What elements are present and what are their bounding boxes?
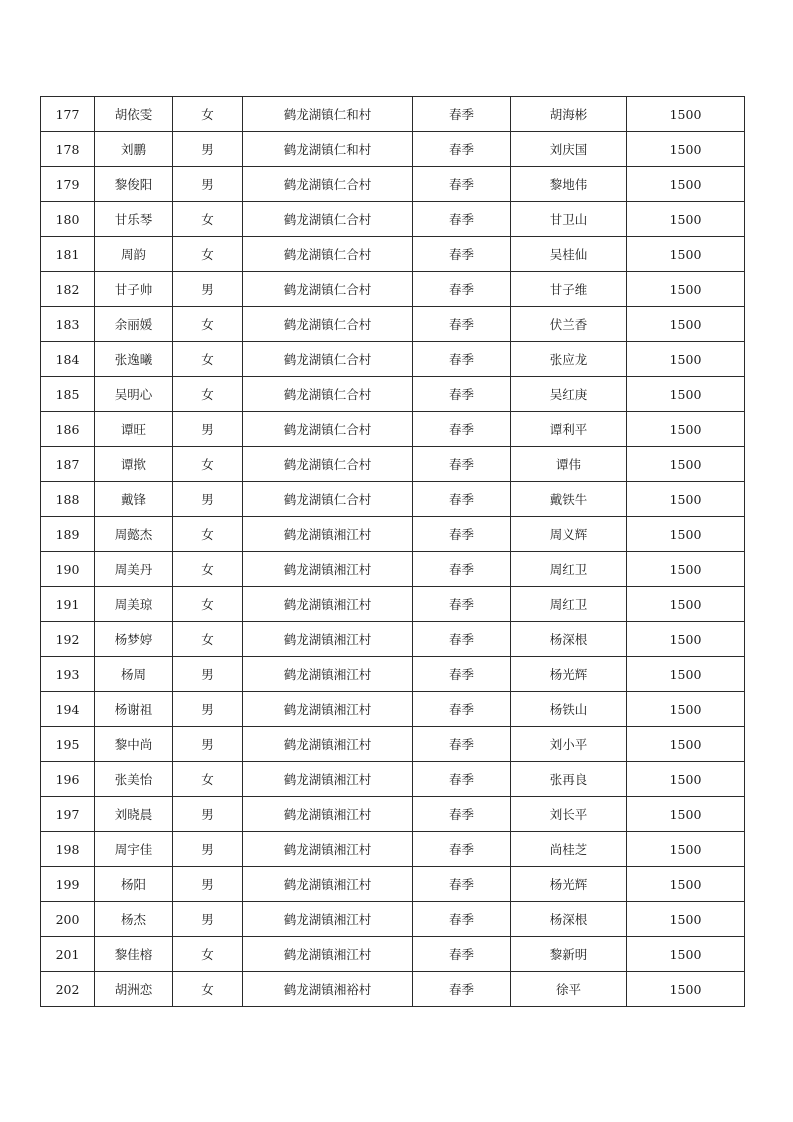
cell-guardian-name: 张再良 [511, 762, 627, 797]
cell-amount: 1500 [627, 867, 745, 902]
cell-index: 188 [41, 482, 95, 517]
cell-term: 春季 [413, 727, 511, 762]
cell-term: 春季 [413, 797, 511, 832]
cell-guardian-name: 吴桂仙 [511, 237, 627, 272]
cell-amount: 1500 [627, 482, 745, 517]
cell-village: 鹤龙湖镇仁和村 [243, 97, 413, 132]
cell-student-name: 周懿杰 [95, 517, 173, 552]
table-row [41, 867, 745, 902]
cell-index: 200 [41, 902, 95, 937]
cell-guardian-name: 杨深根 [511, 902, 627, 937]
cell-index: 201 [41, 937, 95, 972]
cell-student-name: 杨阳 [95, 867, 173, 902]
cell-index: 182 [41, 272, 95, 307]
cell-index: 190 [41, 552, 95, 587]
cell-term: 春季 [413, 587, 511, 622]
cell-amount: 1500 [627, 832, 745, 867]
cell-index: 177 [41, 97, 95, 132]
cell-village: 鹤龙湖镇湘江村 [243, 587, 413, 622]
cell-index: 179 [41, 167, 95, 202]
cell-student-name: 周美琼 [95, 587, 173, 622]
cell-guardian-name: 刘长平 [511, 797, 627, 832]
cell-index: 184 [41, 342, 95, 377]
cell-guardian-name: 甘卫山 [511, 202, 627, 237]
cell-term: 春季 [413, 272, 511, 307]
cell-amount: 1500 [627, 517, 745, 552]
cell-amount: 1500 [627, 902, 745, 937]
table-row [41, 972, 745, 1007]
cell-guardian-name: 黎地伟 [511, 167, 627, 202]
cell-amount: 1500 [627, 132, 745, 167]
cell-village: 鹤龙湖镇仁合村 [243, 412, 413, 447]
cell-gender: 女 [173, 447, 243, 482]
cell-gender: 女 [173, 937, 243, 972]
cell-gender: 男 [173, 167, 243, 202]
cell-amount: 1500 [627, 552, 745, 587]
table-row [41, 587, 745, 622]
cell-term: 春季 [413, 482, 511, 517]
table-row [41, 342, 745, 377]
cell-guardian-name: 周红卫 [511, 552, 627, 587]
cell-gender: 男 [173, 727, 243, 762]
table-row [41, 937, 745, 972]
cell-index: 194 [41, 692, 95, 727]
cell-village: 鹤龙湖镇仁合村 [243, 237, 413, 272]
cell-village: 鹤龙湖镇湘江村 [243, 552, 413, 587]
cell-gender: 男 [173, 902, 243, 937]
table-row [41, 517, 745, 552]
cell-guardian-name: 杨光辉 [511, 867, 627, 902]
cell-village: 鹤龙湖镇湘江村 [243, 692, 413, 727]
cell-student-name: 余丽媛 [95, 307, 173, 342]
cell-village: 鹤龙湖镇湘江村 [243, 867, 413, 902]
cell-gender: 女 [173, 587, 243, 622]
cell-term: 春季 [413, 972, 511, 1007]
cell-term: 春季 [413, 307, 511, 342]
table-row [41, 692, 745, 727]
cell-student-name: 周韵 [95, 237, 173, 272]
cell-student-name: 甘子帅 [95, 272, 173, 307]
cell-index: 202 [41, 972, 95, 1007]
cell-student-name: 吴明心 [95, 377, 173, 412]
cell-index: 199 [41, 867, 95, 902]
cell-village: 鹤龙湖镇仁合村 [243, 202, 413, 237]
cell-village: 鹤龙湖镇仁合村 [243, 447, 413, 482]
cell-term: 春季 [413, 832, 511, 867]
cell-guardian-name: 谭利平 [511, 412, 627, 447]
cell-student-name: 谭旺 [95, 412, 173, 447]
cell-student-name: 谭揿 [95, 447, 173, 482]
cell-index: 178 [41, 132, 95, 167]
cell-student-name: 甘乐琴 [95, 202, 173, 237]
table-row [41, 657, 745, 692]
table-row [41, 552, 745, 587]
cell-index: 185 [41, 377, 95, 412]
roster-table-body [41, 97, 745, 1007]
table-row [41, 797, 745, 832]
cell-student-name: 黎俊阳 [95, 167, 173, 202]
cell-guardian-name: 黎新明 [511, 937, 627, 972]
table-row [41, 412, 745, 447]
cell-gender: 男 [173, 657, 243, 692]
cell-student-name: 黎中尚 [95, 727, 173, 762]
cell-student-name: 刘鹏 [95, 132, 173, 167]
cell-gender: 男 [173, 132, 243, 167]
cell-index: 189 [41, 517, 95, 552]
table-row [41, 902, 745, 937]
cell-gender: 男 [173, 797, 243, 832]
cell-index: 186 [41, 412, 95, 447]
cell-village: 鹤龙湖镇湘江村 [243, 902, 413, 937]
table-row [41, 202, 745, 237]
cell-amount: 1500 [627, 97, 745, 132]
cell-amount: 1500 [627, 937, 745, 972]
cell-guardian-name: 刘庆国 [511, 132, 627, 167]
cell-term: 春季 [413, 517, 511, 552]
cell-index: 183 [41, 307, 95, 342]
cell-term: 春季 [413, 937, 511, 972]
cell-index: 191 [41, 587, 95, 622]
cell-gender: 女 [173, 237, 243, 272]
cell-term: 春季 [413, 692, 511, 727]
cell-term: 春季 [413, 902, 511, 937]
cell-index: 193 [41, 657, 95, 692]
cell-term: 春季 [413, 657, 511, 692]
cell-guardian-name: 杨光辉 [511, 657, 627, 692]
table-row [41, 307, 745, 342]
cell-student-name: 刘晓晨 [95, 797, 173, 832]
table-row [41, 727, 745, 762]
cell-amount: 1500 [627, 307, 745, 342]
cell-village: 鹤龙湖镇湘江村 [243, 622, 413, 657]
cell-student-name: 张逸曦 [95, 342, 173, 377]
cell-guardian-name: 周红卫 [511, 587, 627, 622]
cell-guardian-name: 甘子维 [511, 272, 627, 307]
cell-amount: 1500 [627, 377, 745, 412]
table-row [41, 832, 745, 867]
cell-gender: 男 [173, 272, 243, 307]
cell-student-name: 戴锋 [95, 482, 173, 517]
cell-term: 春季 [413, 97, 511, 132]
cell-student-name: 胡洲恋 [95, 972, 173, 1007]
cell-amount: 1500 [627, 167, 745, 202]
cell-guardian-name: 张应龙 [511, 342, 627, 377]
cell-student-name: 黎佳榕 [95, 937, 173, 972]
cell-amount: 1500 [627, 622, 745, 657]
cell-gender: 男 [173, 832, 243, 867]
cell-term: 春季 [413, 237, 511, 272]
cell-gender: 女 [173, 622, 243, 657]
cell-village: 鹤龙湖镇湘江村 [243, 832, 413, 867]
cell-student-name: 杨杰 [95, 902, 173, 937]
cell-amount: 1500 [627, 762, 745, 797]
cell-gender: 男 [173, 867, 243, 902]
cell-index: 187 [41, 447, 95, 482]
cell-guardian-name: 吴红庚 [511, 377, 627, 412]
cell-gender: 女 [173, 342, 243, 377]
cell-village: 鹤龙湖镇仁合村 [243, 272, 413, 307]
cell-gender: 男 [173, 692, 243, 727]
cell-amount: 1500 [627, 692, 745, 727]
cell-student-name: 杨周 [95, 657, 173, 692]
table-row [41, 622, 745, 657]
cell-index: 198 [41, 832, 95, 867]
table-row [41, 447, 745, 482]
cell-amount: 1500 [627, 657, 745, 692]
cell-student-name: 杨谢祖 [95, 692, 173, 727]
cell-gender: 女 [173, 307, 243, 342]
table-row [41, 167, 745, 202]
cell-guardian-name: 杨深根 [511, 622, 627, 657]
cell-village: 鹤龙湖镇湘江村 [243, 727, 413, 762]
cell-amount: 1500 [627, 727, 745, 762]
cell-village: 鹤龙湖镇湘江村 [243, 762, 413, 797]
cell-amount: 1500 [627, 447, 745, 482]
cell-gender: 男 [173, 482, 243, 517]
cell-index: 197 [41, 797, 95, 832]
cell-amount: 1500 [627, 237, 745, 272]
cell-term: 春季 [413, 202, 511, 237]
cell-index: 192 [41, 622, 95, 657]
cell-amount: 1500 [627, 202, 745, 237]
cell-gender: 女 [173, 97, 243, 132]
cell-village: 鹤龙湖镇仁合村 [243, 482, 413, 517]
cell-guardian-name: 杨铁山 [511, 692, 627, 727]
cell-guardian-name: 伏兰香 [511, 307, 627, 342]
cell-gender: 女 [173, 377, 243, 412]
table-row [41, 272, 745, 307]
cell-village: 鹤龙湖镇湘裕村 [243, 972, 413, 1007]
cell-village: 鹤龙湖镇仁合村 [243, 377, 413, 412]
cell-village: 鹤龙湖镇湘江村 [243, 657, 413, 692]
cell-village: 鹤龙湖镇仁和村 [243, 132, 413, 167]
table-row [41, 132, 745, 167]
table-row [41, 482, 745, 517]
cell-amount: 1500 [627, 972, 745, 1007]
cell-student-name: 杨梦婷 [95, 622, 173, 657]
table-row [41, 377, 745, 412]
cell-index: 196 [41, 762, 95, 797]
cell-gender: 男 [173, 412, 243, 447]
cell-amount: 1500 [627, 587, 745, 622]
cell-amount: 1500 [627, 272, 745, 307]
cell-term: 春季 [413, 167, 511, 202]
cell-index: 180 [41, 202, 95, 237]
cell-term: 春季 [413, 552, 511, 587]
cell-amount: 1500 [627, 412, 745, 447]
cell-guardian-name: 周义辉 [511, 517, 627, 552]
cell-village: 鹤龙湖镇仁合村 [243, 342, 413, 377]
cell-term: 春季 [413, 447, 511, 482]
cell-student-name: 胡依雯 [95, 97, 173, 132]
cell-index: 195 [41, 727, 95, 762]
cell-guardian-name: 戴铁牛 [511, 482, 627, 517]
cell-amount: 1500 [627, 342, 745, 377]
cell-amount: 1500 [627, 797, 745, 832]
cell-gender: 女 [173, 202, 243, 237]
cell-term: 春季 [413, 342, 511, 377]
cell-term: 春季 [413, 412, 511, 447]
cell-guardian-name: 尚桂芝 [511, 832, 627, 867]
cell-village: 鹤龙湖镇湘江村 [243, 517, 413, 552]
cell-gender: 女 [173, 552, 243, 587]
cell-term: 春季 [413, 622, 511, 657]
cell-guardian-name: 谭伟 [511, 447, 627, 482]
table-row [41, 97, 745, 132]
cell-guardian-name: 徐平 [511, 972, 627, 1007]
cell-student-name: 周宇佳 [95, 832, 173, 867]
cell-village: 鹤龙湖镇湘江村 [243, 797, 413, 832]
cell-village: 鹤龙湖镇湘江村 [243, 937, 413, 972]
cell-student-name: 周美丹 [95, 552, 173, 587]
cell-gender: 女 [173, 517, 243, 552]
cell-village: 鹤龙湖镇仁合村 [243, 167, 413, 202]
cell-term: 春季 [413, 762, 511, 797]
cell-term: 春季 [413, 132, 511, 167]
cell-village: 鹤龙湖镇仁合村 [243, 307, 413, 342]
table-row [41, 237, 745, 272]
roster-table [40, 96, 745, 1007]
cell-guardian-name: 刘小平 [511, 727, 627, 762]
cell-index: 181 [41, 237, 95, 272]
cell-term: 春季 [413, 377, 511, 412]
cell-guardian-name: 胡海彬 [511, 97, 627, 132]
cell-gender: 女 [173, 972, 243, 1007]
cell-student-name: 张美怡 [95, 762, 173, 797]
table-row [41, 762, 745, 797]
cell-gender: 女 [173, 762, 243, 797]
cell-term: 春季 [413, 867, 511, 902]
